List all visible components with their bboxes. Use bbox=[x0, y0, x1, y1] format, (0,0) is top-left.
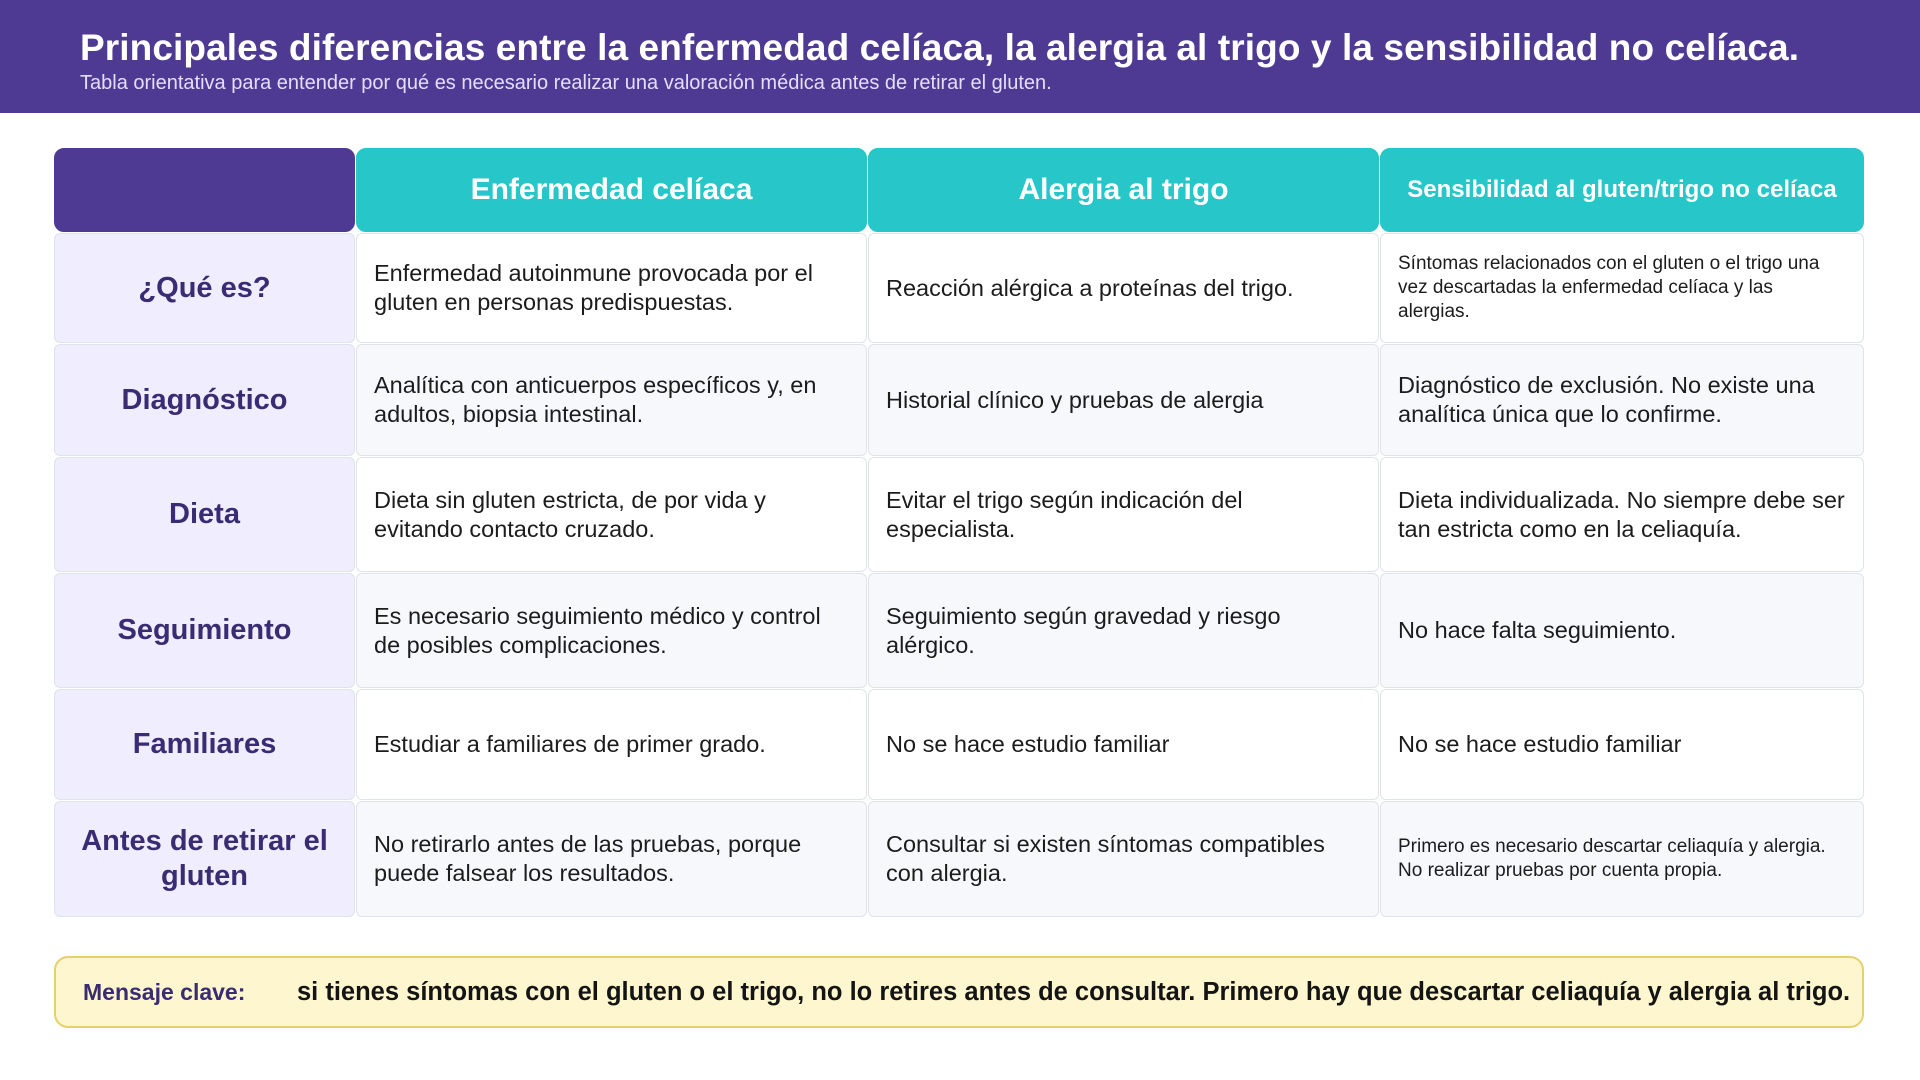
table-cell: No hace falta seguimiento. bbox=[1380, 573, 1864, 688]
comparison-table bbox=[54, 148, 1864, 917]
table-cell: Primero es necesario descartar celiaquía y alergia. No realizar pruebas por cuenta propia. bbox=[1380, 801, 1864, 917]
table-cell: Seguimiento según gravedad y riesgo alérgico. bbox=[868, 573, 1379, 688]
table-cell: Es necesario seguimiento médico y control de posibles complicaciones. bbox=[356, 573, 867, 688]
key-message-text: si tienes síntomas con el gluten o el trigo, no lo retires antes de consultar. Primero hay que descartar celiaquía y alergia al trigo. bbox=[297, 977, 1851, 1006]
table-cell: Enfermedad autoinmune provocada por el gluten en personas predispuestas. bbox=[356, 233, 867, 343]
table-cell: Dieta sin gluten estricta, de por vida y evitando contacto cruzado. bbox=[356, 457, 867, 572]
table-cell: No retirarlo antes de las pruebas, porque puede falsear los resultados. bbox=[356, 801, 867, 917]
table-cell: Historial clínico y pruebas de alergia bbox=[868, 344, 1379, 456]
table-cell: Estudiar a familiares de primer grado. bbox=[356, 689, 867, 800]
column-header-non-celiac-sensitivity: Sensibilidad al gluten/trigo no celíaca bbox=[1380, 148, 1864, 232]
table-cell: Dieta individualizada. No siempre debe ser tan estricta como en la celiaquía. bbox=[1380, 457, 1864, 572]
row-header-follow-up: Seguimiento bbox=[54, 573, 355, 688]
column-header-wheat-allergy: Alergia al trigo bbox=[868, 148, 1379, 232]
table-cell: No se hace estudio familiar bbox=[1380, 689, 1864, 800]
table-cell: Reacción alérgica a proteínas del trigo. bbox=[868, 233, 1379, 343]
table-corner-cell bbox=[54, 148, 355, 232]
table-cell: Diagnóstico de exclusión. No existe una analítica única que lo confirme. bbox=[1380, 344, 1864, 456]
row-header-before-removing-gluten: Antes de retirar el gluten bbox=[54, 801, 355, 917]
table-cell: Consultar si existen síntomas compatibles con alergia. bbox=[868, 801, 1379, 917]
column-header-celiac: Enfermedad celíaca bbox=[356, 148, 867, 232]
table-cell: Analítica con anticuerpos específicos y, en adultos, biopsia intestinal. bbox=[356, 344, 867, 456]
key-message-label: Mensaje clave: bbox=[83, 978, 246, 1005]
page-title: Principales diferencias entre la enfermedad celíaca, la alergia al trigo y la sensibilidad no celíaca. bbox=[80, 27, 1800, 68]
header-banner bbox=[0, 0, 1920, 113]
row-header-diet: Dieta bbox=[54, 457, 355, 572]
table-cell: Evitar el trigo según indicación del especialista. bbox=[868, 457, 1379, 572]
row-header-relatives: Familiares bbox=[54, 689, 355, 800]
page-subtitle: Tabla orientativa para entender por qué es necesario realizar una valoración médica antes de retirar el gluten. bbox=[80, 72, 1052, 94]
key-message-box bbox=[54, 956, 1864, 1028]
row-header-diagnosis: Diagnóstico bbox=[54, 344, 355, 456]
table-cell: No se hace estudio familiar bbox=[868, 689, 1379, 800]
row-header-what-is: ¿Qué es? bbox=[54, 233, 355, 343]
table-cell: Síntomas relacionados con el gluten o el trigo una vez descartadas la enfermedad celíaca y las alergias. bbox=[1380, 233, 1864, 343]
